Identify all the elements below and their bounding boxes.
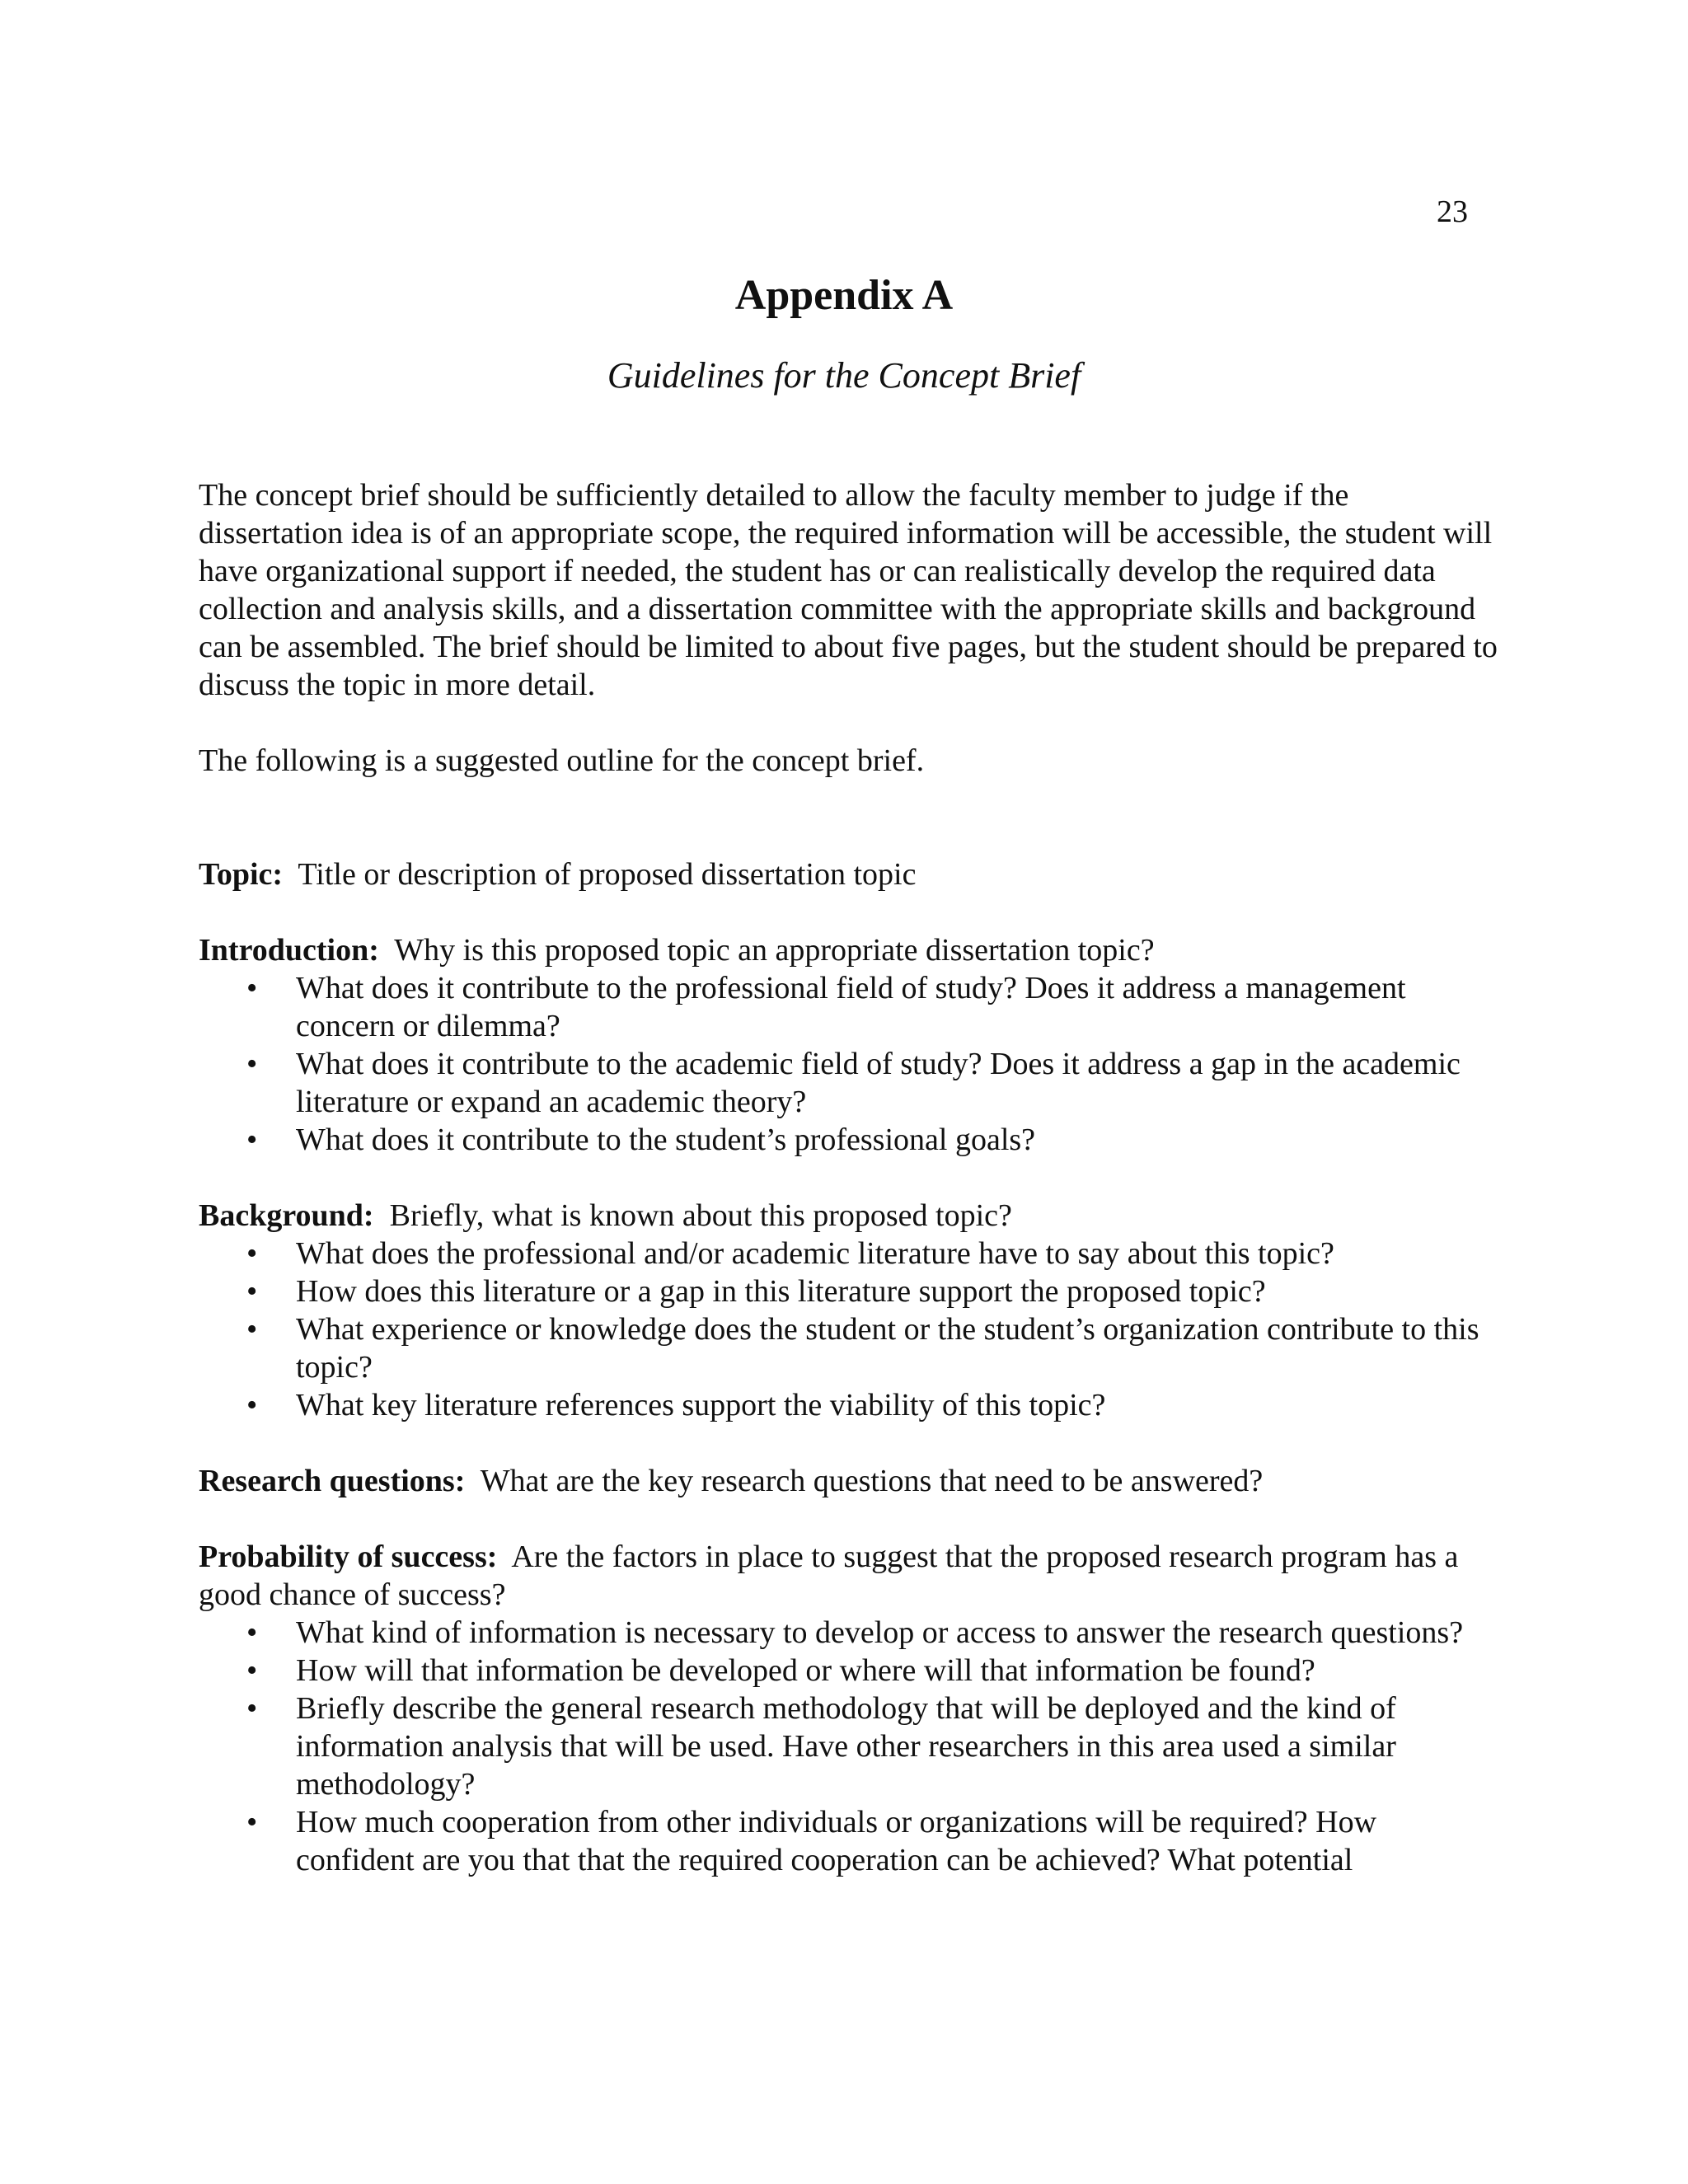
list-item-text: How does this literature or a gap in this literature support the proposed topic? xyxy=(296,1274,1266,1309)
section-probability-heading: Probability of success: xyxy=(199,1540,498,1574)
list-item-text: What kind of information is necessary to develop or access to answer the research questions? xyxy=(296,1615,1464,1650)
list-item-text: How much cooperation from other individuals or organizations will be required? How confident are you that that the required cooperation can be achieved? What potential xyxy=(296,1805,1377,1877)
bullet-icon: • xyxy=(246,1805,258,1840)
section-topic-text: Title or description of proposed dissertation topic xyxy=(298,857,917,892)
section-research-questions-line xyxy=(199,1462,1501,1500)
list-item-text: What does it contribute to the professional field of study? Does it address a management concern or dilemma? xyxy=(296,971,1406,1043)
section-topic-line xyxy=(199,855,1501,893)
probability-bullet-list xyxy=(199,1614,1501,1879)
section-probability-line xyxy=(199,1538,1501,1614)
page-title: Appendix A xyxy=(734,272,954,319)
list-item xyxy=(199,1310,1501,1386)
list-item-text: What experience or knowledge does the student or the student’s organization contribute to this topic? xyxy=(296,1312,1479,1385)
section-topic-heading: Topic: xyxy=(199,857,284,892)
bullet-icon: • xyxy=(246,971,258,1005)
list-item-text: Briefly describe the general research methodology that will be deployed and the kind of information analysis that will be used. Have other researchers in this area used a similar methodology? xyxy=(296,1691,1396,1802)
outline-intro-line: The following is a suggested outline for the concept brief. xyxy=(199,743,925,778)
list-item xyxy=(199,1121,1501,1159)
section-background-text: Briefly, what is known about this proposed topic? xyxy=(389,1198,1012,1233)
list-item xyxy=(199,1235,1501,1272)
list-item xyxy=(199,1386,1501,1424)
section-introduction-heading: Introduction: xyxy=(199,933,379,968)
section-probability-text: Are the factors in place to suggest that the proposed research program has a good chance of success? xyxy=(199,1540,1459,1612)
list-item xyxy=(199,1614,1501,1652)
bullet-icon: • xyxy=(246,1615,258,1650)
section-background xyxy=(199,1197,1501,1424)
background-bullet-list xyxy=(199,1235,1501,1424)
list-item xyxy=(199,969,1501,1045)
section-research-questions xyxy=(199,1462,1501,1500)
list-item-text: How will that information be developed or where will that information be found? xyxy=(296,1653,1315,1688)
list-item xyxy=(199,1690,1501,1803)
section-background-line xyxy=(199,1197,1501,1235)
bullet-icon: • xyxy=(246,1236,258,1271)
bullet-icon: • xyxy=(246,1122,258,1157)
list-item-text: What does the professional and/or academic literature have to say about this topic? xyxy=(296,1236,1334,1271)
section-introduction xyxy=(199,931,1501,1159)
section-background-heading: Background: xyxy=(199,1198,374,1233)
bullet-icon: • xyxy=(246,1691,258,1726)
list-item-text: What does it contribute to the academic field of study? Does it address a gap in the academic literature or expand an academic theory? xyxy=(296,1047,1461,1119)
page-number: 23 xyxy=(1437,194,1468,229)
introduction-bullet-list xyxy=(199,969,1501,1159)
list-item xyxy=(199,1272,1501,1310)
bullet-icon: • xyxy=(246,1047,258,1081)
page-subtitle: Guidelines for the Concept Brief xyxy=(607,355,1081,396)
section-research-questions-heading: Research questions: xyxy=(199,1464,466,1498)
section-introduction-text: Why is this proposed topic an appropriate dissertation topic? xyxy=(394,933,1155,968)
bullet-icon: • xyxy=(246,1274,258,1309)
bullet-icon: • xyxy=(246,1312,258,1347)
list-item-text: What does it contribute to the student’s professional goals? xyxy=(296,1122,1036,1157)
intro-paragraph: The concept brief should be sufficiently detailed to allow the faculty member to judge if the dissertation idea is of an appropriate scope, the required information will be accessible, the student will have organizational support if needed, the student has or can realistically develop the required data collection and analysis skills, and a dissertation committee with the appropriate skills and background can be assembled. The brief should be limited to about five pages, but the student should be prepared to discuss the topic in more detail. xyxy=(199,478,1498,702)
section-topic xyxy=(199,855,1501,893)
document-body xyxy=(199,476,1501,1917)
list-item xyxy=(199,1652,1501,1690)
bullet-icon: • xyxy=(246,1653,258,1688)
list-item-text: What key literature references support the viability of this topic? xyxy=(296,1388,1106,1422)
section-introduction-line xyxy=(199,931,1501,969)
section-research-questions-text: What are the key research questions that need to be answered? xyxy=(480,1464,1264,1498)
list-item xyxy=(199,1803,1501,1879)
list-item xyxy=(199,1045,1501,1121)
section-probability-of-success xyxy=(199,1538,1501,1879)
bullet-icon: • xyxy=(246,1388,258,1422)
